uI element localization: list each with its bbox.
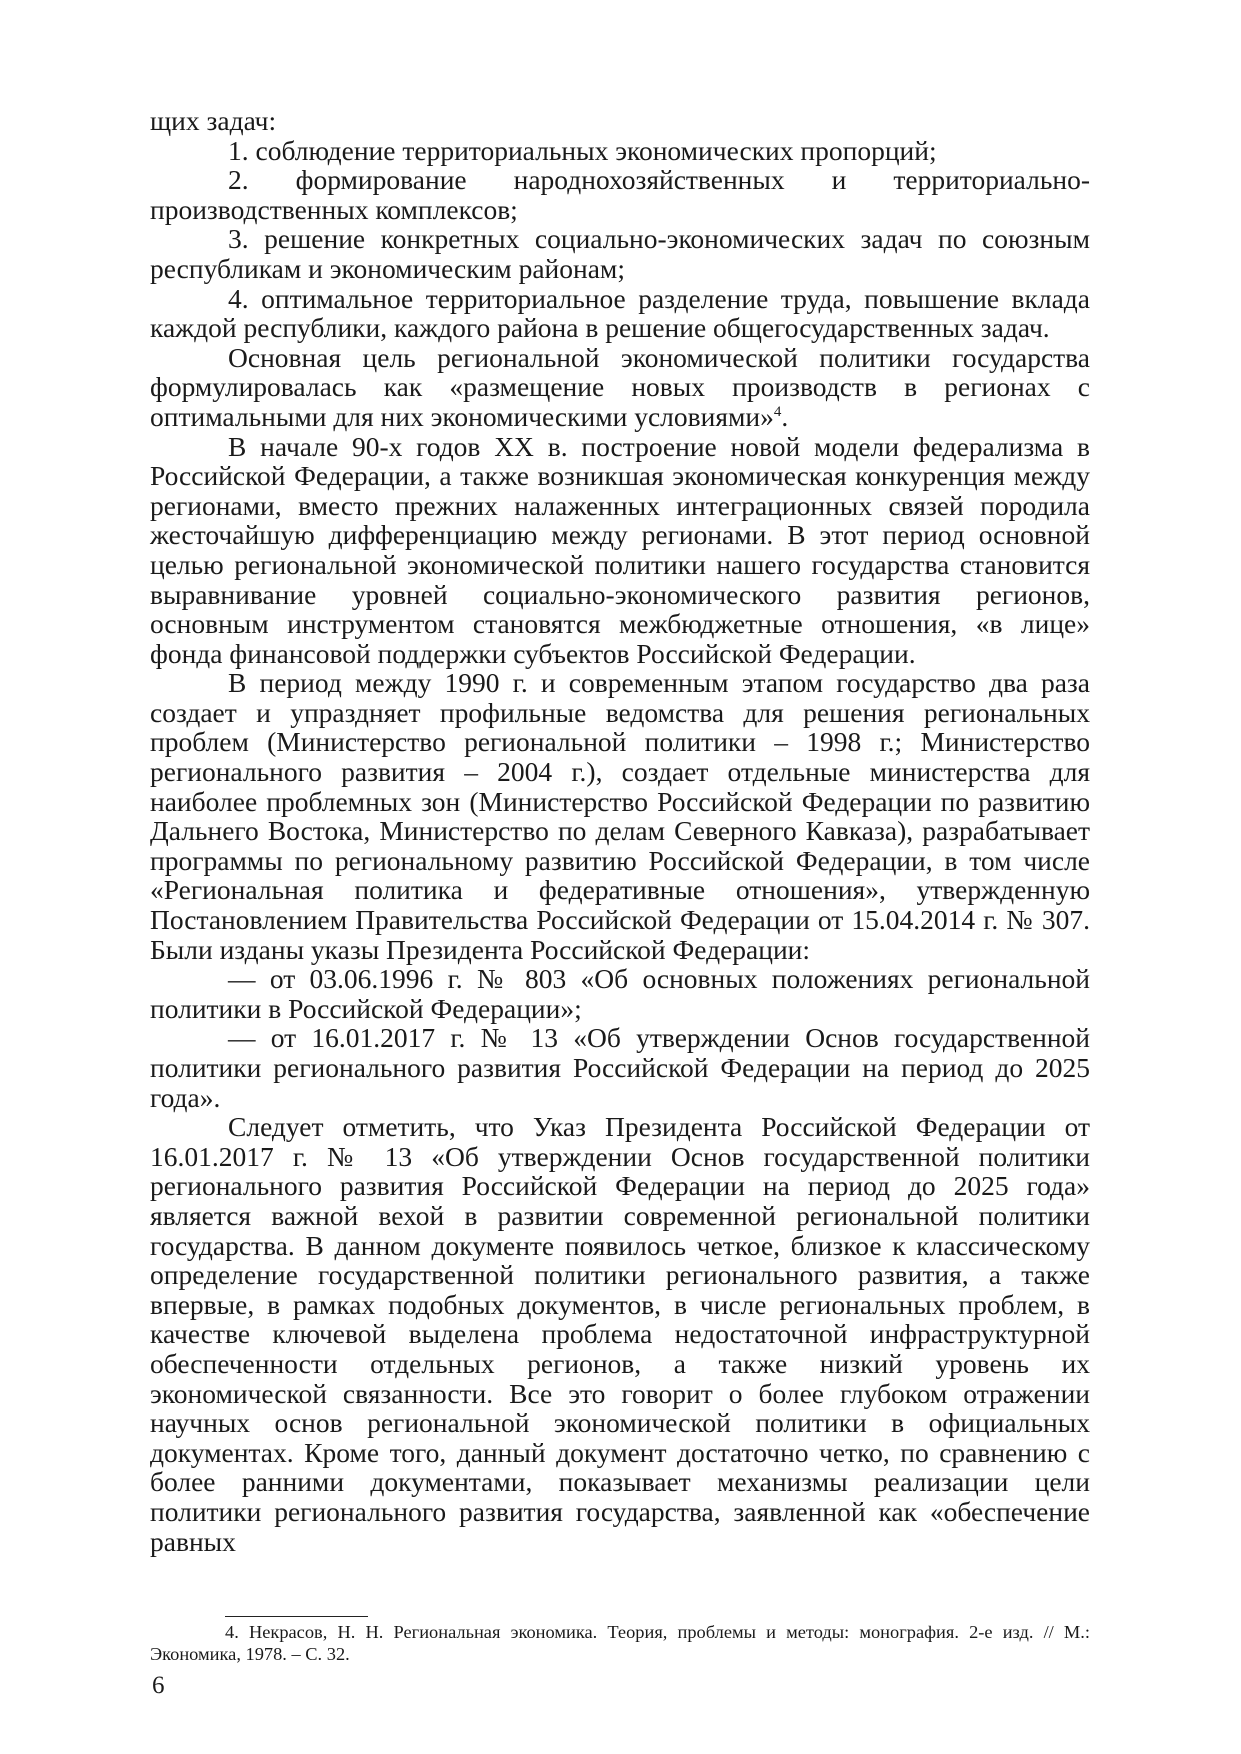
- paragraph-main-goal: [150, 343, 1090, 432]
- paragraph-1990-period: В период между 1990 г. и современным этапом государство два раза создает и упраздняет профильные ведомства для решения региональных проблем (Министерство региональной политики – 1998 г.; Министерство регионального развития – 2004 г.), создает отдельные министерства для наиболее проблемных зон (Министерство Российской Федерации по развитию Дальнего Востока, Министерство по делам Северного Кавказа), разрабатывает программы по региональному развитию Российской Федерации, в том числе «Региональная политика и федеративные отношения», утвержденную Постановлением Правительства Российской Федерации от 15.04.2014 г. № 307. Были изданы указы Президента Российской Федерации:: [150, 667, 1090, 965]
- list-item-4: 4. оптимальное территориальное разделение труда, повышение вклада каждой республики, каждого района в решение общегосударственных задач.: [150, 282, 1090, 344]
- decree-item-2017: — от 16.01.2017 г. № 13 «Об утверждении Основ государственной политики регионального развития Российской Федерации на период до 2025 года».: [150, 1022, 1090, 1113]
- footnote: 4. Некрасов, Н. Н. Региональная экономика. Теория, проблемы и методы: монография. 2-е изд. // М.: Экономика, 1978. – С. 32.: [150, 1622, 1090, 1664]
- paragraph-decree-analysis: Следует отметить, что Указ Президента Российской Федерации от 16.01.2017 г. № 13 «Об утверждении Основ государственной политики регионального развития Российской Федерации на период до 2025 года» является важной вехой в развитии современной региональной политики государства. В данном документе появилось четкое, близкое к классическому определение государственной политики регионального развития, а также впервые, в рамках подобных документов, в числе региональных проблем, в качестве ключевой выделена проблема недостаточной инфраструктурной обеспеченности отдельных регионов, а также низкий уровень их экономической связанности. Все это говорит о более глубоком отражении научных основ региональной экономической политики в официальных документах. Кроме того, данный документ достаточно четко, по сравнению с более ранними документами, показывает механизмы реализации цели политики регионального развития государства, заявленной как «обеспечение равных: [150, 1111, 1090, 1557]
- list-item-2: 2. формирование народнохозяйственных и территориально-производственных комплексов;: [150, 164, 1090, 225]
- footnote-reference: 4: [773, 403, 782, 420]
- body-text: [150, 106, 1090, 1556]
- paragraph-early-90s: В начале 90-х годов XX в. построение новой модели федерализма в Российской Федерации, а также возникшая экономическая конкуренция между регионами, вместо прежних налаженных интеграционных связей породила жесточайшую дифференциацию между регионами. В этот период основной целью региональной экономической политики нашего государства становится выравнивание уровней социально-экономического развития регионов, основным инструментом становятся межбюджетные отношения, «в лице» фонда финансовой поддержки субъектов Российской Федерации.: [150, 430, 1090, 669]
- paragraph-main-goal-end: .: [781, 400, 789, 432]
- list-item-3: 3. решение конкретных социально-экономических задач по союзным республикам и экономическим районам;: [150, 223, 1090, 284]
- paragraph-continuation: щих задач:: [150, 105, 277, 136]
- decree-item-1996: — от 03.06.1996 г. № 803 «Об основных положениях региональной политики в Российской Федерации»;: [150, 963, 1090, 1024]
- list-item-1: 1. соблюдение территориальных экономических пропорций;: [228, 134, 937, 166]
- paragraph-main-goal-text: Основная цель региональной экономической политики государства формулировалась как «размещение новых производств в регионах с оптимальными для них экономическими условиями»: [150, 341, 1090, 432]
- footnote-divider: [225, 1616, 368, 1617]
- page-number: 6: [152, 1672, 165, 1699]
